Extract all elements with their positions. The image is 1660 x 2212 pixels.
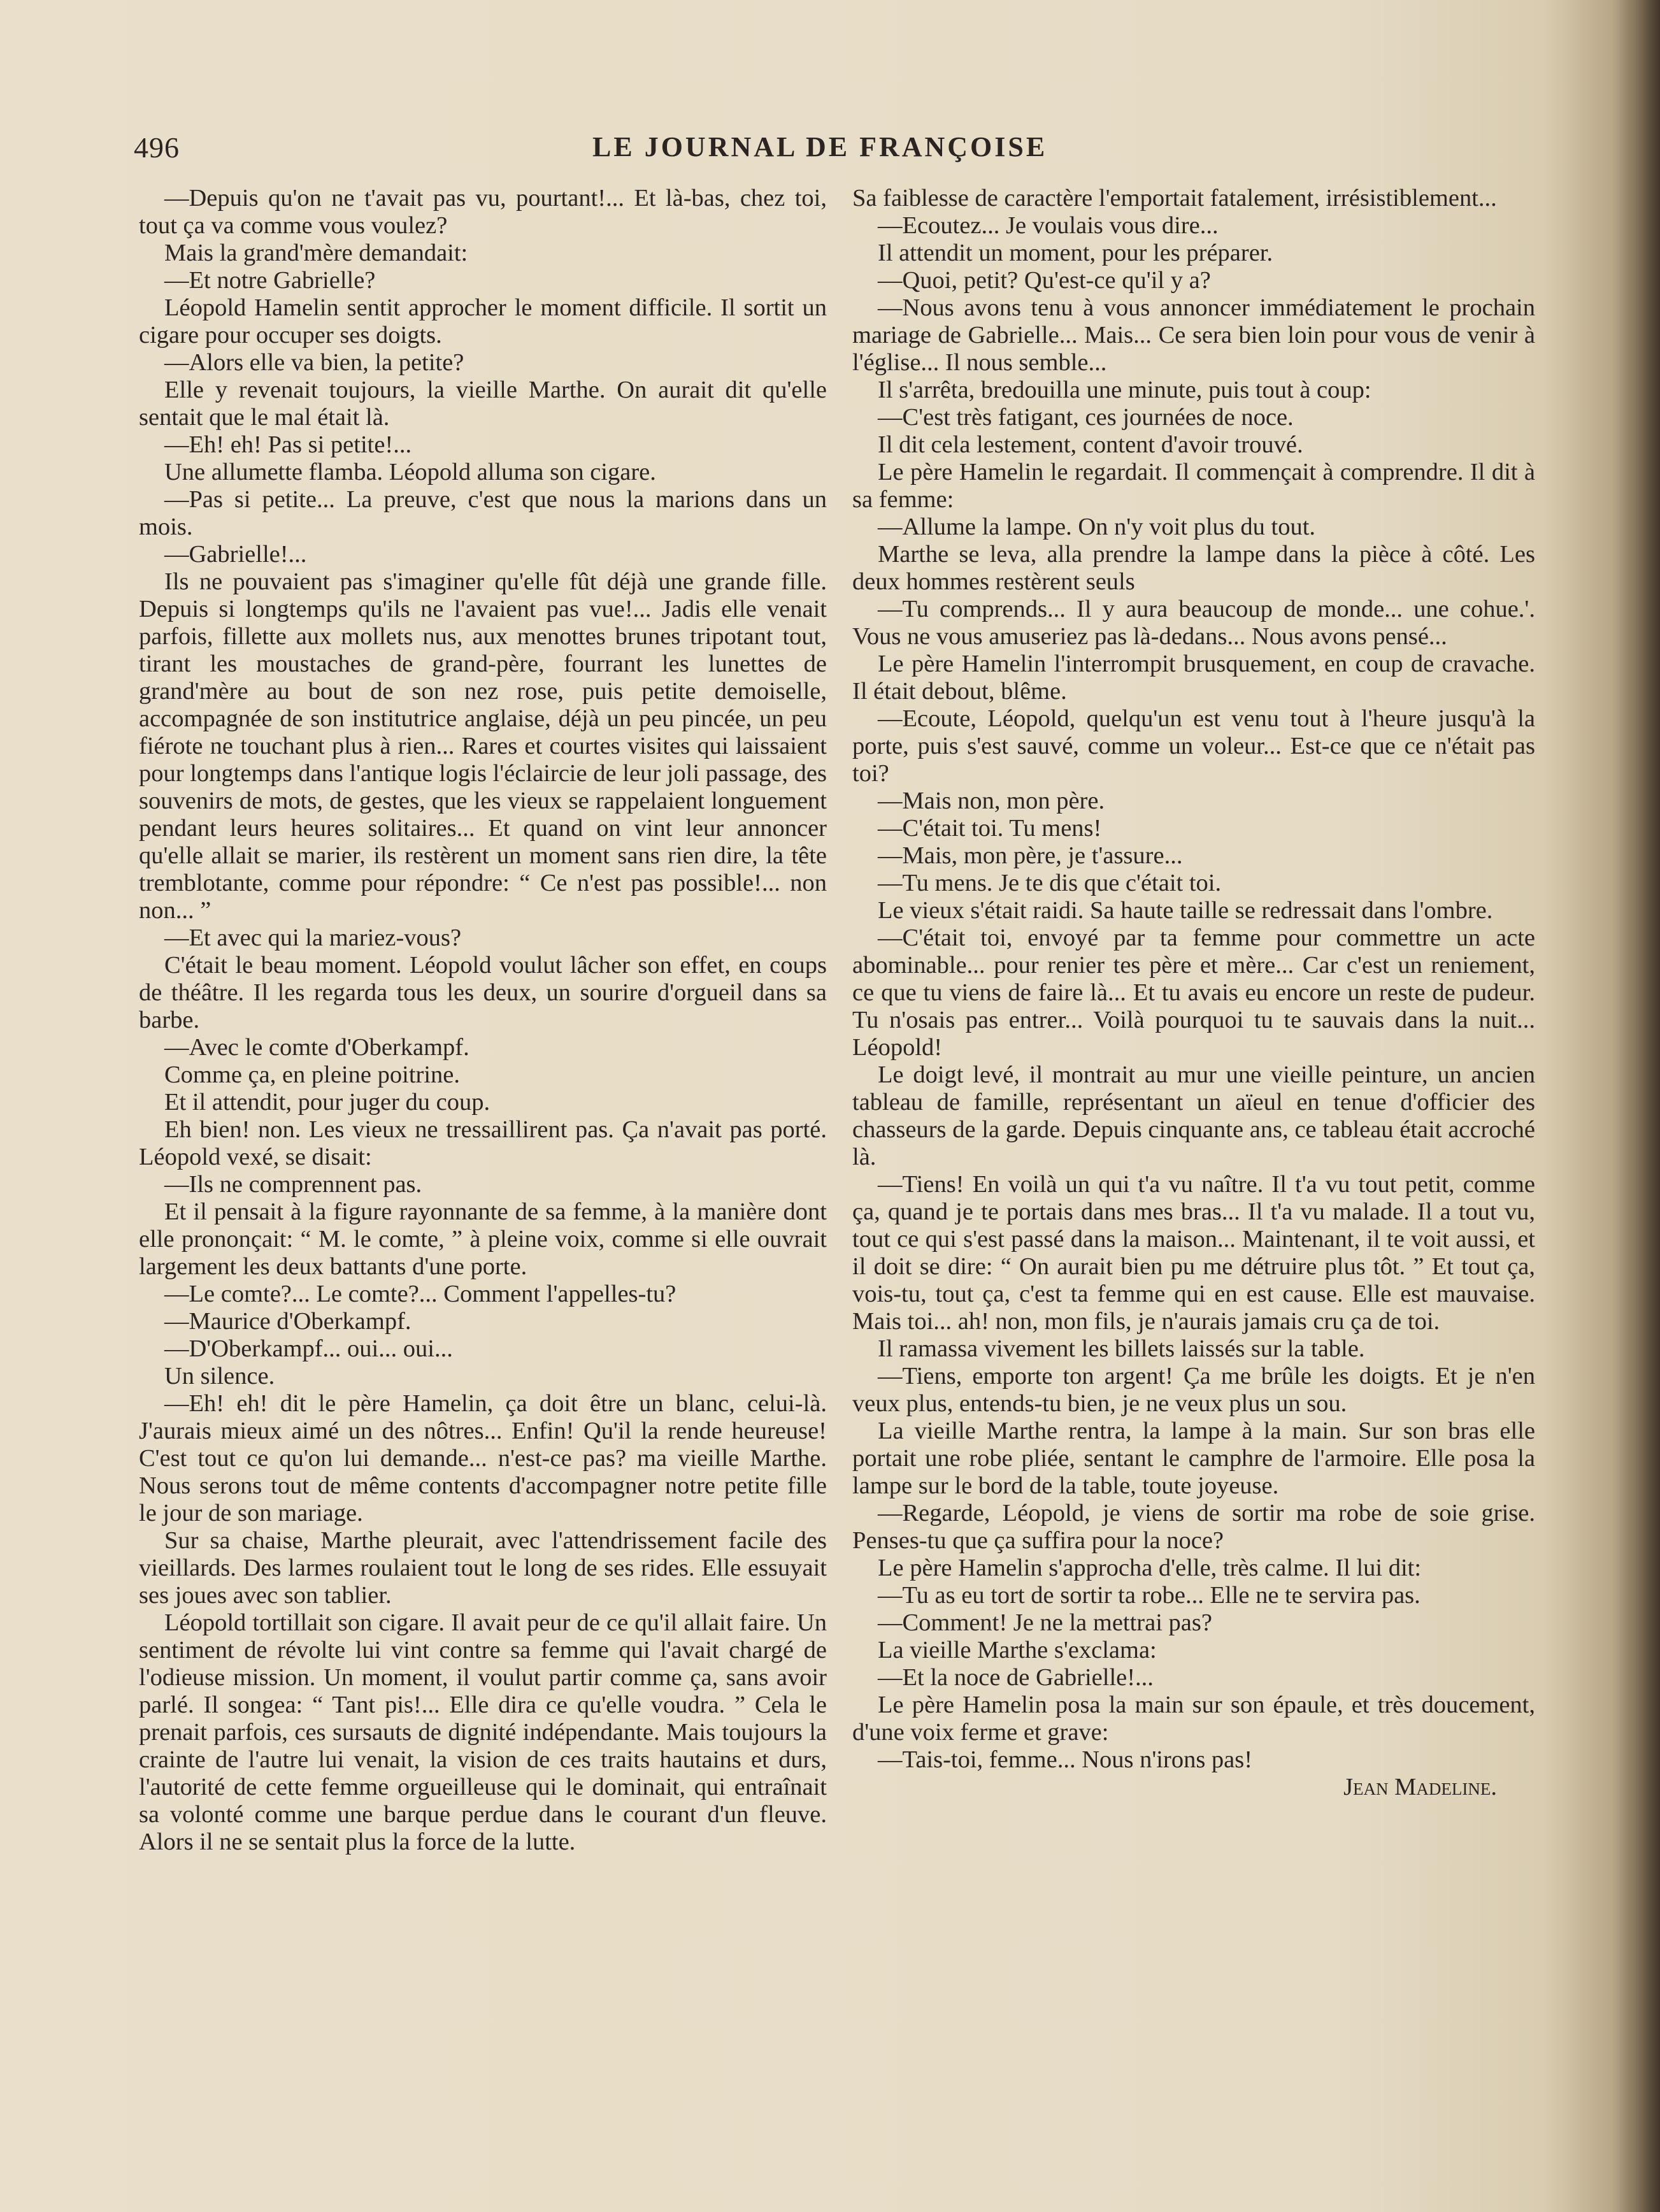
paragraph: Le père Hamelin posa la main sur son épaule, et très doucement, d'une voix ferme et grave: (852, 1691, 1535, 1746)
paragraph: —Ils ne comprennent pas. (164, 1171, 422, 1198)
paragraph: —Maurice d'Oberkampf. (164, 1308, 411, 1335)
paragraph: —Et avec qui la mariez-vous? (164, 924, 462, 951)
paragraph: —D'Oberkampf... oui... oui... (164, 1335, 453, 1362)
paragraph: —C'était toi. Tu mens! (878, 815, 1102, 842)
paragraph: —Tu mens. Je te dis que c'était toi. (878, 870, 1222, 896)
paragraph: Le père Hamelin s'approcha d'elle, très calme. Il lui dit: (878, 1555, 1422, 1581)
paragraph: —Et notre Gabrielle? (164, 267, 376, 294)
paragraph: —Et la noce de Gabrielle!... (878, 1664, 1154, 1691)
paragraph: Il ramassa vivement les billets laissés sur la table. (878, 1335, 1365, 1362)
paragraph: Le père Hamelin l'interrompit brusquement, en coup de cravache. Il était debout, blême. (852, 650, 1535, 705)
paragraph: Elle y revenait toujours, la vieille Marthe. On aurait dit qu'elle sentait que le mal était là. (139, 377, 827, 431)
paragraph: —C'est très fatigant, ces journées de noce. (878, 404, 1294, 431)
paragraph: C'était le beau moment. Léopold voulut lâcher son effet, en coups de théâtre. Il les regarda tous les deux, un sourire d'orgueil dans sa barbe. (139, 952, 827, 1033)
paragraph: Sur sa chaise, Marthe pleurait, avec l'attendrissement facile des vieillards. Des larmes roulaient tout le long de ses rides. Elle essuyait ses joues avec son tablier. (139, 1527, 827, 1609)
paragraph: —Ecoutez... Je voulais vous dire... (878, 212, 1219, 239)
running-title: LE JOURNAL DE FRANÇOISE (592, 131, 1048, 162)
paragraph: Et il pensait à la figure rayonnante de sa femme, à la manière dont elle prononçait: “ M. le comte, ” à pleine voix, comme si elle ouvrait largement les deux battants d'une porte. (139, 1198, 827, 1280)
paragraph: Sa faiblesse de caractère l'emportait fatalement, irrésistiblement... (852, 185, 1497, 212)
paragraph: Eh bien! non. Les vieux ne tressaillirent pas. Ça n'avait pas porté. Léopold vexé, se disait: (139, 1116, 827, 1170)
paragraph: —Comment! Je ne la mettrai pas? (878, 1609, 1212, 1636)
paragraph: Léopold Hamelin sentit approcher le moment difficile. Il sortit un cigare pour occuper ses doigts. (139, 294, 827, 348)
paragraph: —Mais non, mon père. (878, 787, 1105, 814)
paragraph: —Le comte?... Le comte?... Comment l'appelles-tu? (164, 1281, 676, 1307)
paragraph: Le vieux s'était raidi. Sa haute taille se redressait dans l'ombre. (878, 897, 1493, 924)
left-column (139, 185, 827, 1856)
right-column (852, 185, 1535, 1801)
author-signature: Jean Madeline. (1343, 1774, 1497, 1800)
page-number: 496 (134, 131, 180, 164)
paragraph: —Alors elle va bien, la petite? (164, 349, 464, 376)
paragraph: Léopold tortillait son cigare. Il avait peur de ce qu'il allait faire. Un sentiment de révolte lui vint contre sa femme qui l'avait chargé de l'odieuse mission. Un moment, il voulut partir comme ça, sans avoir parlé. Il songea: “ Tant pis!... Elle dira ce qu'elle voudra. ” Cela le prenait parfois, ces sursauts de dignité indépendante. Mais toujours la crainte de l'autre lui venait, la vision de ces traits hautains et durs, l'autorité de cette femme orgueilleuse qui le dominait, qui entraînait sa volonté comme une barque perdue dans le courant d'un fleuve. Alors il ne se sentait plus la force de la lutte. (139, 1609, 827, 1855)
paragraph: Mais la grand'mère demandait: (164, 240, 468, 266)
paragraph: —Mais, mon père, je t'assure... (878, 842, 1183, 869)
paragraph: Comme ça, en pleine poitrine. (164, 1061, 460, 1088)
paragraph: —Nous avons tenu à vous annoncer immédiatement le prochain mariage de Gabrielle... Mais... Ce sera bien loin pour vous de venir à l'église... Il nous semble... (852, 294, 1535, 376)
paragraph: —Eh! eh! Pas si petite!... (164, 431, 412, 458)
paragraph: —Gabrielle!... (164, 541, 307, 568)
page-header (134, 131, 1089, 175)
paragraph: —Allume la lampe. On n'y voit plus du tout. (878, 514, 1316, 540)
paragraph: —Tiens! En voilà un qui t'a vu naître. Il t'a vu tout petit, comme ça, quand je te portais dans mes bras... Il t'a vu malade. Il a tout vu, tout ce qui s'est passé dans la maison... Maintenant, il te voit aussi, et il doit se dire: “ On aurait bien pu me détruire plus tôt. ” Et tout ça, vois-tu, tout ça, c'est ta femme qui en est cause. Elle est mauvaise. Mais toi... ah! non, mon fils, je n'aurais jamais cru ça de toi. (852, 1171, 1535, 1335)
paragraph: Il s'arrêta, bredouilla une minute, puis tout à coup: (878, 377, 1371, 403)
paragraph: Marthe se leva, alla prendre la lampe dans la pièce à côté. Les deux hommes restèrent seuls (852, 541, 1535, 595)
paragraph: —Tais-toi, femme... Nous n'irons pas! (878, 1746, 1253, 1773)
paragraph: —Quoi, petit? Qu'est-ce qu'il y a? (878, 267, 1211, 294)
paragraph: Il attendit un moment, pour les préparer. (878, 240, 1273, 266)
paragraph: —Tiens, emporte ton argent! Ça me brûle les doigts. Et je n'en veux plus, entends-tu bien, je ne veux plus un sou. (852, 1363, 1535, 1417)
paragraph: Et il attendit, pour juger du coup. (164, 1089, 490, 1116)
paragraph: —Tu comprends... Il y aura beaucoup de monde... une cohue.'. Vous ne vous amuseriez pas là-dedans... Nous avons pensé... (852, 596, 1535, 650)
book-spine-shadow (1615, 0, 1660, 2212)
paragraph: —Ecoute, Léopold, quelqu'un est venu tout à l'heure jusqu'à la porte, puis s'est sauvé, comme un voleur... Est-ce que ce n'était pas toi? (852, 705, 1535, 787)
paragraph: Une allumette flamba. Léopold alluma son cigare. (164, 459, 656, 485)
paragraph: Le doigt levé, il montrait au mur une vieille peinture, un ancien tableau de famille, représentant un aïeul en tenue d'officier des chasseurs de la garde. Depuis cinquante ans, ce tableau était accroché là. (852, 1061, 1535, 1170)
paragraph: —Tu as eu tort de sortir ta robe... Elle ne te servira pas. (878, 1582, 1420, 1609)
paragraph: La vieille Marthe rentra, la lampe à la main. Sur son bras elle portait une robe pliée, sentant le camphre de l'armoire. Elle posa la lampe sur le bord de la table, toute joyeuse. (852, 1418, 1535, 1499)
paragraph: —Regarde, Léopold, je viens de sortir ma robe de soie grise. Penses-tu que ça suffira pour la noce? (852, 1500, 1535, 1554)
paragraph: —Avec le comte d'Oberkampf. (164, 1034, 469, 1061)
paragraph: Un silence. (164, 1363, 275, 1390)
paragraph: La vieille Marthe s'exclama: (878, 1637, 1157, 1663)
paragraph: Il dit cela lestement, content d'avoir trouvé. (878, 431, 1303, 458)
paragraph: —Pas si petite... La preuve, c'est que nous la marions dans un mois. (139, 486, 827, 540)
paragraph: —C'était toi, envoyé par ta femme pour commettre un acte abominable... pour renier tes père et mère... Car c'est un reniement, ce que tu viens de faire là... Et tu avais eu encore un reste de pudeur. Tu n'osais pas entrer... Voilà pourquoi tu te sauvais dans la nuit... Léopold! (852, 924, 1535, 1061)
paragraph: Ils ne pouvaient pas s'imaginer qu'elle fût déjà une grande fille. Depuis si longtemps qu'ils ne l'avaient pas vue!... Jadis elle venait parfois, fillette aux mollets nus, aux menottes brunes tripotant tout, tirant les moustaches de grand-père, fourrant les lunettes de grand'mère au bout de son nez rose, puis petite demoiselle, accompagnée de son institutrice anglaise, déjà un peu pincée, un peu fiérote ne touchant plus à rien... Rares et courtes visites qui laissaient pour longtemps dans l'antique logis l'éclaircie de leur joli passage, des souvenirs de mots, de gestes, que les vieux se rappelaient longuement pendant leurs heures solitaires... Et quand on vint leur annoncer qu'elle allait se marier, ils restèrent un moment sans rien dire, la tête tremblotante, comme pour répondre: “ Ce n'est pas possible!... non non... ” (139, 568, 827, 924)
paragraph: —Eh! eh! dit le père Hamelin, ça doit être un blanc, celui-là. J'aurais mieux aimé un des nôtres... Enfin! Qu'il la rende heureuse! C'est tout ce qu'on lui demande... n'est-ce pas? ma vieille Marthe. Nous serons tout de même contents d'accompagner notre petite fille le jour de son mariage. (139, 1390, 827, 1526)
paragraph: —Depuis qu'on ne t'avait pas vu, pourtant!... Et là-bas, chez toi, tout ça va comme vous voulez? (139, 185, 827, 239)
paragraph: Le père Hamelin le regardait. Il commençait à comprendre. Il dit à sa femme: (852, 459, 1535, 513)
